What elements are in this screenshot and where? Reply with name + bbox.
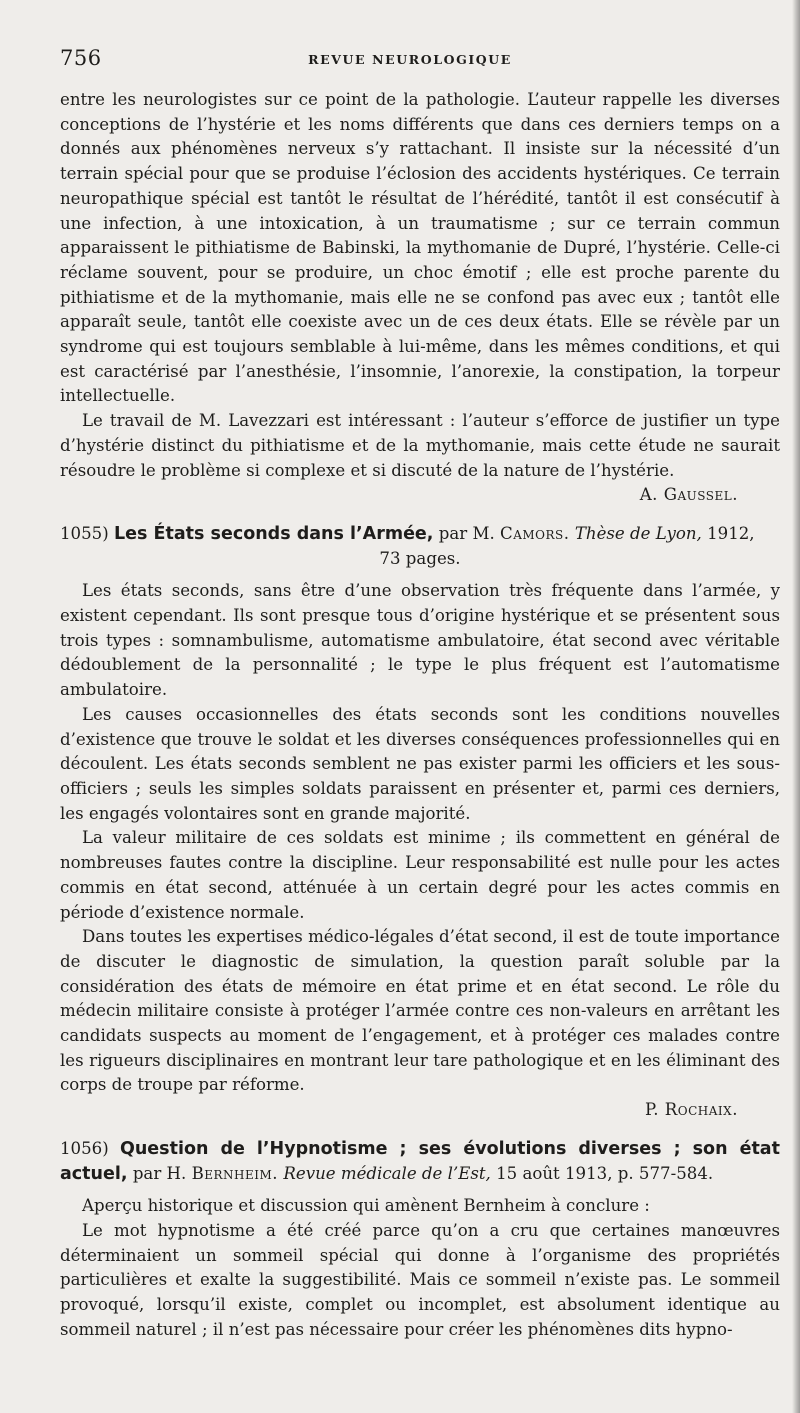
review-by: par M. (438, 523, 495, 543)
review-title: Question de l’Hypnotisme ; ses évolutions diverses ; son état actuel, (60, 1138, 780, 1184)
page-body (60, 88, 780, 1342)
signature-line-rochaix (60, 1098, 780, 1123)
signature-line-gaussel (60, 483, 780, 508)
paragraph-commentary: Le travail de M. Lavezzari est intéressant : l’auteur s’efforce de justifier un type d’hystérie distinct du pithiatisme et de la mythomanie, mais cette étude ne saurait résoudre le problème si complexe et si discuté de la nature de l’hystérie. (60, 411, 780, 480)
paragraph: Les états seconds, sans être d’une observation très fréquente dans l’armée, y existent cependant. Ils sont presque tous d’origine hystérique et se présentent sous trois types : somnambulisme, automatisme ambulatoire, état second avec véritable dédoublement de la personnalité ; le type le plus fréquent est l’automatisme ambulatoire. (60, 581, 780, 700)
review-heading-1056 (60, 1137, 780, 1186)
paragraph: La valeur militaire de ces soldats est minime ; ils commettent en général de nombreuses fautes contre la discipline. Leur responsabilité est nulle pour les actes commis en état second, atténuée à un certain degré pour les actes commis en période d’existence normale. (60, 828, 780, 922)
review-number: 1056) (60, 1138, 109, 1158)
review-year: 1912, (707, 523, 755, 543)
review-source: Revue médicale de l’Est, (283, 1163, 491, 1183)
paragraph: Le mot hypnotisme a été créé parce qu’on a cru que certaines manœuvres déterminaient un sommeil spécial qui donne à l’organisme des propriétés particulières et exalte la suggestibilité. Mais ce sommeil n’existe pas. Le sommeil provoqué, lorsqu’il existe, complet ou incomplet, est absolument identique au sommeil naturel ; il n’est pas nécessaire pour créer les phénomènes dits hypno- (60, 1220, 780, 1339)
review-heading-1055 (60, 522, 780, 571)
page-header (60, 46, 760, 76)
running-head: REVUE NEUROLOGIQUE (308, 52, 512, 67)
review-source: Thèse de Lyon, (574, 523, 702, 543)
review-author: Bernheim. (191, 1163, 279, 1183)
signature: P. Rochaix. (644, 1100, 738, 1120)
signature: A. Gaussel. (639, 485, 738, 505)
paragraph: Aperçu historique et discussion qui amènent Bernheim à conclure : (82, 1196, 650, 1216)
paragraph: Dans toutes les expertises médico-légales d’état second, il est de toute importance de discuter le diagnostic de simulation, la question paraît soluble par la considération des états de mémoire en état prime et en état second. Le rôle du médecin militaire consiste à protéger l’armée contre ces non-valeurs en arrêtant les candidats suspects au moment de l’engagement, et à protéger ces malades contre les rigueurs disciplinaires en montrant leur tare pathologique et en les éliminant des corps de troupe par réforme. (60, 927, 780, 1095)
review-by: par H. (132, 1163, 187, 1183)
review-pages: 73 pages. (379, 548, 461, 568)
page-number: 756 (60, 46, 102, 70)
review-author: Camors. (500, 523, 570, 543)
review-date: 15 août 1913, p. 577-584. (496, 1163, 714, 1183)
paragraph-continued: entre les neurologistes sur ce point de la pathologie. L’auteur rappelle les diverses conceptions de l’hystérie et les noms différents que dans ces derniers temps on a donnés aux phénomènes nerveux s’y rattachant. Il insiste sur la nécessité d’un terrain spécial pour que se produise l’éclosion des accidents hystériques. Ce terrain neuropathique spécial est tantôt le résultat de l’hérédité, tantôt il est consécutif à une infection, à une intoxication, à un traumatisme ; sur ce terrain commun apparaissent le pithiatisme de Babinski, la mythomanie de Dupré, l’hystérie. Celle-ci réclame souvent, pour se produire, un choc émotif ; elle est proche parente du pithiatisme et de la mythomanie, mais elle ne se confond pas avec eux ; tantôt elle apparaît seule, tantôt elle coexiste avec un de ces deux états. Elle se révèle par un syndrome qui est toujours semblable à lui-même, dans les mêmes conditions, et qui est caractérisé par l’anesthésie, l’insomnie, l’anorexie, la constipation, la torpeur intellectuelle. (60, 90, 780, 406)
paragraph: Les causes occasionnelles des états seconds sont les conditions nouvelles d’existence que trouve le soldat et les diverses conséquences professionnelles qui en découlent. Les états seconds semblent ne pas exister parmi les officiers et les sous-officiers ; seuls les simples soldats paraissent en présenter et, parmi ces derniers, les engagés volontaires sont en grande majorité. (60, 704, 780, 823)
page-edge-shadow (792, 0, 800, 1413)
review-number: 1055) (60, 523, 109, 543)
review-title: Les États seconds dans l’Armée, (114, 523, 434, 544)
